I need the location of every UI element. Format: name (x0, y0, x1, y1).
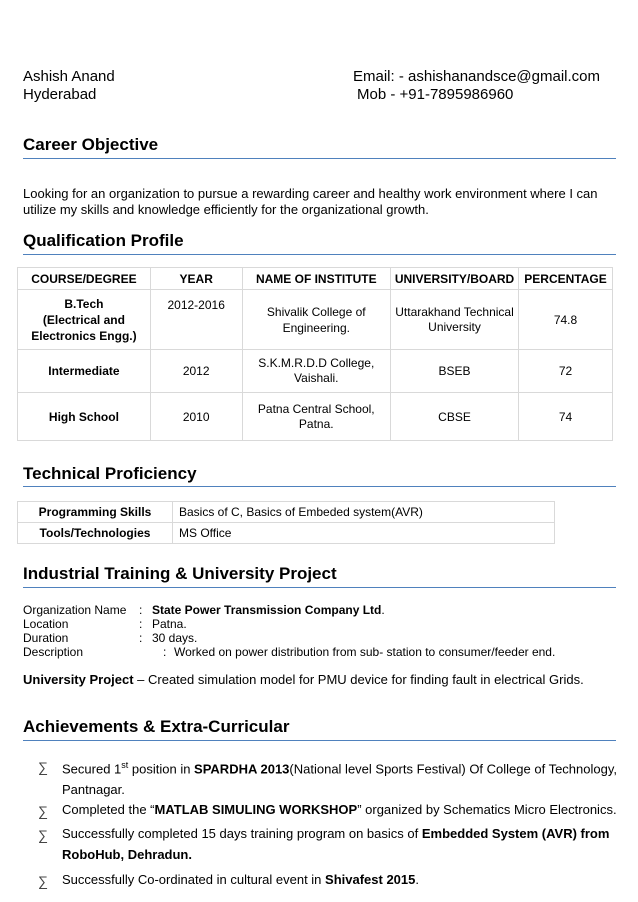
training-colon: : (139, 631, 143, 645)
course-cell: B.Tech (Electrical and Electronics Engg.) (18, 290, 151, 350)
training-colon: : (139, 603, 143, 617)
university-project-text: – Created simulation model for PMU device for finding fault in electrical Grids. (133, 672, 584, 687)
percentage-cell: 74.8 (519, 290, 613, 350)
training-label: Description (23, 645, 84, 659)
training-colon: : (163, 645, 167, 659)
year-cell: 2012 (150, 350, 242, 393)
institute-cell: S.K.M.R.D.D College, Vaishali. (242, 350, 391, 393)
achievement-text: position in (128, 761, 195, 777)
column-header: UNIVERSITY/BOARD (391, 268, 519, 290)
percentage-cell: 72 (519, 350, 613, 393)
section-divider (23, 254, 616, 255)
column-header: PERCENTAGE (519, 268, 613, 290)
table-row (18, 502, 555, 523)
candidate-city: Hyderabad (23, 86, 97, 103)
achievement-item (62, 869, 618, 890)
percentage-cell: 74 (519, 393, 613, 441)
contact-mobile: Mob - +91-7895986960 (357, 86, 514, 103)
achievement-text: Successfully Co-ordinated in cultural event in (62, 872, 326, 887)
technical-table (17, 501, 555, 544)
section-title-technical: Technical Proficiency (23, 464, 197, 483)
section-title-training: Industrial Training & University Project (23, 564, 337, 583)
training-row (23, 645, 616, 659)
training-row (23, 603, 616, 617)
achievement-text: (National level Sports Festival) Of College of Technology, Pantnagar. (62, 761, 617, 798)
candidate-name: Ashish Anand (23, 68, 115, 85)
year-cell: 2010 (150, 393, 242, 441)
skill-key: Programming Skills (18, 502, 173, 523)
table-row (18, 290, 613, 350)
sigma-bullet-icon: ∑ (38, 873, 48, 889)
training-row (23, 631, 616, 645)
board-cell: CBSE (391, 393, 519, 441)
achievement-text: ” organized by Schematics Micro Electronics. (357, 802, 617, 817)
achievement-text: Secured 1 (62, 761, 122, 777)
course-cell: Intermediate (18, 350, 151, 393)
skill-value: MS Office (173, 523, 555, 544)
training-value-wrap (152, 603, 385, 617)
section-divider (23, 740, 616, 741)
institute-cell: Shivalik College of Engineering. (242, 290, 391, 350)
column-header: COURSE/DEGREE (18, 268, 151, 290)
section-title-career: Career Objective (23, 135, 159, 154)
institute-cell: Patna Central School, Patna. (242, 393, 391, 441)
training-colon: : (139, 617, 143, 631)
training-row (23, 617, 616, 631)
sigma-bullet-icon: ∑ (38, 759, 48, 775)
table-row (18, 350, 613, 393)
year-cell: 2012-2016 (150, 290, 242, 350)
achievement-item (62, 799, 618, 820)
achievement-bold: SPARDHA 2013 (194, 761, 290, 777)
contact-email: Email: - ashishanandsce@gmail.com (353, 68, 600, 85)
skill-value: Basics of C, Basics of Embeded system(AVR) (173, 502, 555, 523)
training-label: Location (23, 617, 69, 631)
column-header: YEAR (150, 268, 242, 290)
training-label: Organization Name (23, 603, 127, 617)
university-project-label: University Project (23, 672, 134, 687)
section-title-qualification: Qualification Profile (23, 231, 184, 250)
section-title-achievements: Achievements & Extra-Curricular (23, 717, 290, 736)
achievement-bold: MATLAB SIMULING WORKSHOP (154, 802, 358, 817)
qualification-table (17, 267, 613, 441)
achievement-item (62, 823, 618, 865)
organization-suffix: . (381, 603, 385, 617)
achievement-bold: Shivafest 2015 (325, 872, 416, 887)
table-header-row (18, 268, 613, 290)
training-value: 30 days. (152, 631, 198, 645)
achievement-text: Completed the “ (62, 802, 155, 817)
training-label: Duration (23, 631, 69, 645)
achievement-bold: Embedded System (AVR) from RoboHub, Dehradun. (62, 826, 610, 862)
training-value: Worked on power distribution from sub- station to consumer/feeder end. (174, 645, 556, 659)
sigma-bullet-icon: ∑ (38, 827, 48, 843)
course-cell: High School (18, 393, 151, 441)
training-value: Patna. (152, 617, 187, 631)
career-objective-text: Looking for an organization to pursue a rewarding career and healthy work environment where I can utilize my skills and knowledge efficiently for the organizational growth. (23, 186, 598, 217)
organization-name: State Power Transmission Company Ltd (152, 603, 382, 617)
sigma-bullet-icon: ∑ (38, 803, 48, 819)
board-cell: BSEB (391, 350, 519, 393)
achievement-item (62, 755, 618, 800)
achievement-text: . (415, 872, 419, 887)
table-row (18, 393, 613, 441)
achievement-text: Successfully completed 15 days training program on basics of (62, 826, 422, 841)
section-divider (23, 486, 616, 487)
university-project (23, 672, 616, 688)
table-row (18, 523, 555, 544)
column-header: NAME OF INSTITUTE (242, 268, 391, 290)
section-divider (23, 587, 616, 588)
skill-key: Tools/Technologies (18, 523, 173, 544)
board-cell: Uttarakhand Technical University (391, 290, 519, 350)
section-divider (23, 158, 616, 159)
achievement-sup: st (121, 760, 129, 770)
